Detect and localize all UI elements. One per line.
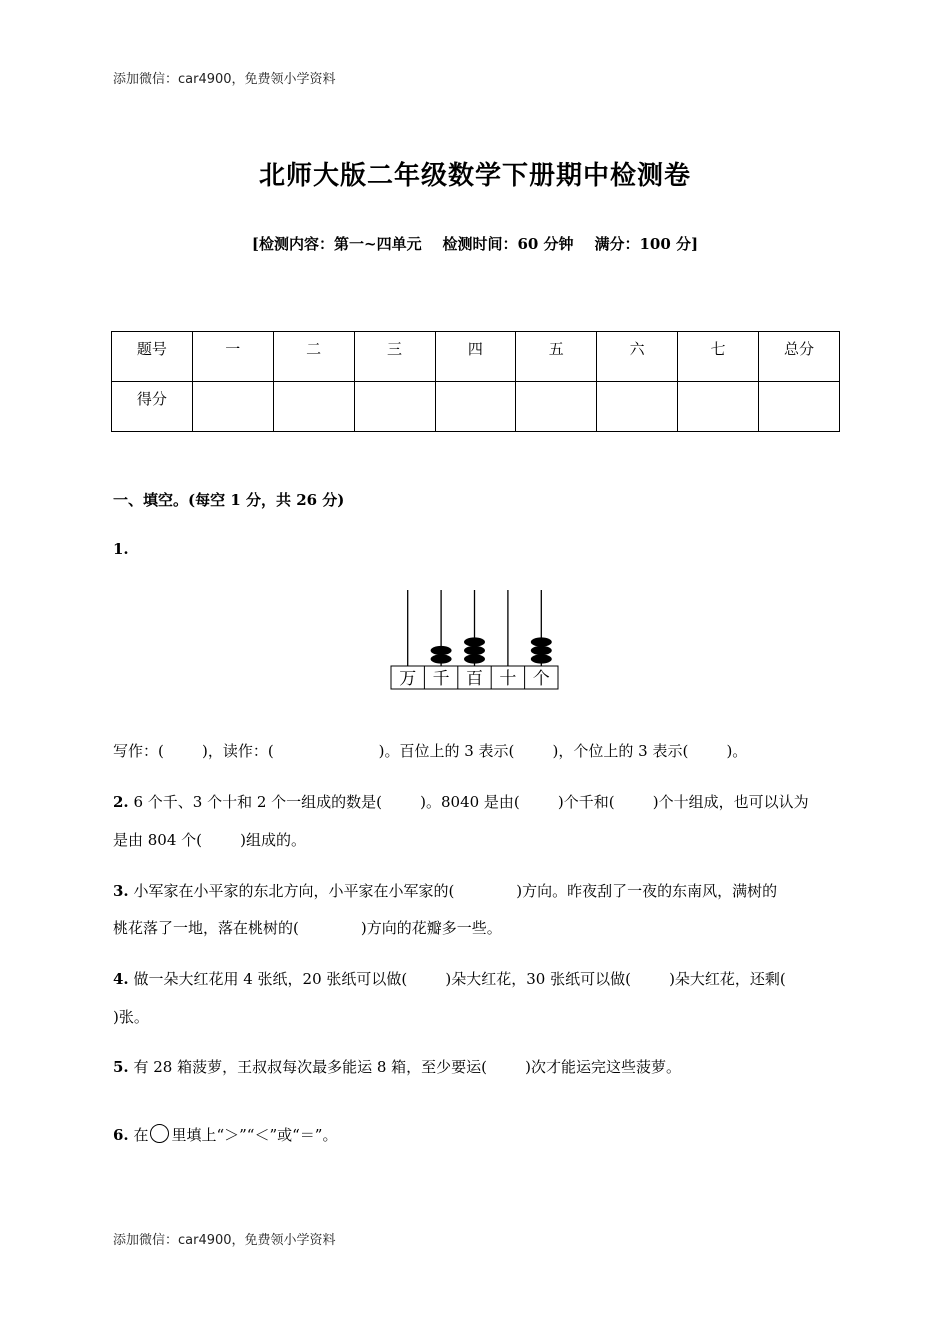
header-cell: 一 — [192, 332, 273, 382]
question-6-line — [113, 1124, 840, 1145]
abacus-bead-bai — [464, 637, 485, 646]
header-cell: 二 — [273, 332, 354, 382]
abacus-bead-ge — [531, 654, 552, 663]
abacus-bead-ge — [531, 637, 552, 646]
abacus-bead-qian — [431, 646, 452, 655]
watermark-top: 添加微信：car4900，免费领小学资料 — [113, 72, 336, 87]
question-4-number: 4. — [113, 970, 129, 988]
question-3-number: 3. — [113, 882, 129, 900]
score-cell[interactable] — [759, 382, 840, 432]
abacus-label-shi: 十 — [499, 669, 517, 689]
question-6-text-pre: 在 — [128, 1126, 149, 1144]
question-4-line-1 — [113, 968, 840, 989]
question-2-number: 2. — [113, 793, 129, 811]
abacus-label-wan: 万 — [399, 669, 417, 689]
score-cell[interactable] — [354, 382, 435, 432]
page-title: 北师大版二年级数学下册期中检测卷 — [258, 161, 691, 191]
abacus-label-ge: 个 — [532, 669, 550, 689]
abacus-label-bai: 百 — [466, 669, 483, 689]
score-cell[interactable] — [678, 382, 759, 432]
header-cell: 四 — [435, 332, 516, 382]
question-6-number: 6. — [113, 1126, 129, 1144]
abacus-figure — [388, 588, 563, 692]
header-cell: 六 — [597, 332, 678, 382]
question-2-line-2: 是由 804 个( )组成的。 — [113, 831, 307, 849]
abacus-bead-bai — [464, 646, 485, 655]
abacus-bead-ge — [531, 646, 552, 655]
header-cell: 七 — [678, 332, 759, 382]
compare-circle-icon — [150, 1124, 169, 1143]
question-2-text-1: 6 个千、3 个十和 2 个一组成的数是( )。8040 是由( )个千和( )个十组成，也可以认为 — [128, 793, 809, 811]
question-3-text-1: 小军家在小平家的东北方向，小平家在小军家的( )方向。昨夜刮了一夜的东南风，满树的 — [128, 882, 778, 900]
score-cell[interactable] — [597, 382, 678, 432]
question-5-text: 有 28 箱菠萝，王叔叔每次最多能运 8 箱，至少要运( )次才能运完这些菠萝。 — [128, 1058, 681, 1076]
header-cell: 题号 — [112, 332, 193, 382]
header-cell: 五 — [516, 332, 597, 382]
question-1-text: 写作：( )，读作：( )。百位上的 3 表示( )，个位上的 3 表示( )。 — [113, 742, 748, 760]
watermark-bottom: 添加微信：car4900，免费领小学资料 — [113, 1233, 336, 1248]
score-cell[interactable] — [192, 382, 273, 432]
score-table-score-row — [112, 382, 840, 432]
section-heading-fill-blank: 一、填空。(每空 1 分，共 26 分) — [113, 491, 345, 509]
score-table — [111, 331, 840, 432]
header-cell: 三 — [354, 332, 435, 382]
score-cell[interactable] — [273, 382, 354, 432]
question-6-text-post: 里填上“＞”“＜”或“＝”。 — [171, 1126, 338, 1144]
score-table-header-row — [112, 332, 840, 382]
abacus-bead-bai — [464, 654, 485, 663]
abacus-beads — [431, 637, 552, 663]
question-4-line-2: )张。 — [113, 1008, 149, 1026]
question-5-line — [113, 1056, 840, 1077]
exam-info: [检测内容：第一~四单元 检测时间：60 分钟 满分：100 分] — [251, 235, 699, 253]
question-5-number: 5. — [113, 1058, 129, 1076]
score-cell[interactable] — [435, 382, 516, 432]
question-1-number: 1. — [113, 540, 129, 558]
question-3-line-2: 桃花落了一地，落在桃树的( )方向的花瓣多一些。 — [113, 919, 502, 937]
header-cell: 总分 — [759, 332, 840, 382]
question-2-line-1 — [113, 791, 840, 812]
abacus-label-qian: 千 — [432, 669, 450, 689]
abacus-bead-qian — [431, 654, 452, 663]
score-row-label: 得分 — [112, 382, 193, 432]
question-3-line-1 — [113, 880, 840, 901]
score-cell[interactable] — [516, 382, 597, 432]
question-4-text-1: 做一朵大红花用 4 张纸，20 张纸可以做( )朵大红花，30 张纸可以做( )朵大红花，还剩( — [128, 970, 786, 988]
